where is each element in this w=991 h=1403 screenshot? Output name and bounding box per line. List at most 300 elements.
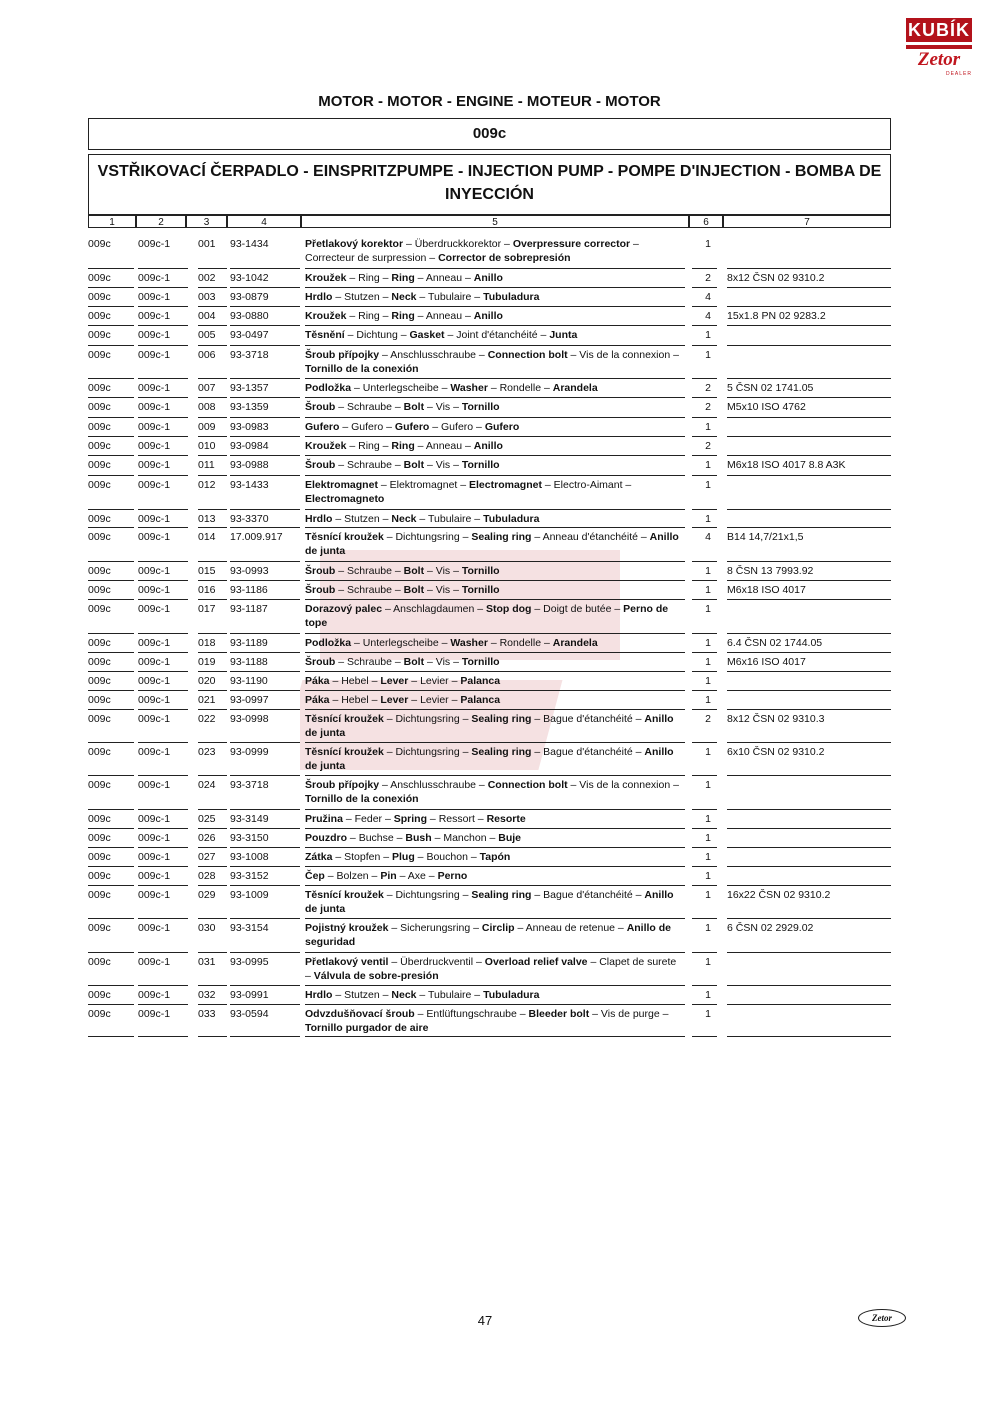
- quantity-cell: 1: [705, 603, 711, 615]
- description-d2: Sicherungsring: [400, 922, 471, 934]
- description-d5: Tubuladura: [483, 513, 540, 525]
- row-underline: [138, 599, 188, 600]
- subgroup-cell: 009c-1: [138, 310, 171, 322]
- row-underline: [230, 417, 300, 418]
- description-d3: Neck: [391, 513, 417, 525]
- description-cell: Zátka – Stopfen – Plug – Bouchon – Tapón: [305, 851, 511, 863]
- description-cell: Těsnící kroužek – Dichtungsring – Sealing ring – Bague d'étanchéité – Anillo de junta: [305, 889, 674, 915]
- row-underline: [692, 671, 717, 672]
- row-underline: [727, 455, 891, 456]
- description-d3: Ring: [391, 272, 415, 284]
- row-underline: [230, 952, 300, 953]
- description-desc: Kroužek: [305, 310, 347, 322]
- position-cell: 005: [198, 329, 216, 341]
- subgroup-cell: 009c-1: [138, 675, 171, 687]
- table-row: [88, 988, 891, 1007]
- description-d4: Anneau: [425, 440, 463, 452]
- row-underline: [305, 918, 685, 919]
- description-d5: Tapón: [479, 851, 511, 863]
- part-number-cell: 93-3718: [230, 779, 269, 791]
- row-underline: [198, 775, 227, 776]
- row-underline: [305, 952, 685, 953]
- row-underline: [692, 455, 717, 456]
- description-d2: Hebel: [341, 675, 369, 687]
- row-underline: [88, 509, 134, 510]
- row-underline: [305, 306, 685, 307]
- row-underline: [727, 709, 891, 710]
- description-d3: Connection bolt: [487, 779, 568, 791]
- description-d5: Anillo de junta: [305, 531, 679, 557]
- description-d5: Tornillo: [461, 584, 500, 596]
- row-underline: [692, 268, 717, 269]
- page-number: 47: [477, 1313, 493, 1328]
- description-desc: Dorazový palec: [305, 603, 383, 615]
- row-underline: [230, 742, 300, 743]
- table-row: [88, 1007, 891, 1039]
- note-cell: M6x16 ISO 4017: [727, 656, 806, 668]
- subgroup-cell: 009c-1: [138, 870, 171, 882]
- row-underline: [198, 325, 227, 326]
- position-cell: 015: [198, 565, 216, 577]
- group-cell: 009c: [88, 779, 111, 791]
- row-underline: [88, 580, 134, 581]
- row-underline: [692, 885, 717, 886]
- row-underline: [727, 809, 891, 810]
- description-desc: Podložka: [305, 637, 352, 649]
- table-row: [88, 778, 891, 812]
- quantity-cell: 1: [705, 922, 711, 934]
- description-d4: Doigt de butée: [543, 603, 612, 615]
- row-underline: [198, 287, 227, 288]
- table-row: [88, 564, 891, 583]
- position-cell: 017: [198, 603, 216, 615]
- description-d4: Anneau: [425, 272, 463, 284]
- description-d5: Anillo: [473, 440, 503, 452]
- quantity-cell: 4: [705, 531, 711, 543]
- description-d4: Bouchon: [426, 851, 468, 863]
- row-underline: [305, 561, 685, 562]
- row-underline: [198, 742, 227, 743]
- group-cell: 009c: [88, 584, 111, 596]
- row-underline: [88, 561, 134, 562]
- row-underline: [727, 918, 891, 919]
- quantity-cell: 2: [705, 440, 711, 452]
- description-d2: Anschlusschraube: [390, 349, 477, 361]
- row-underline: [88, 690, 134, 691]
- description-desc: Těsnící kroužek: [305, 713, 384, 725]
- row-underline: [138, 268, 188, 269]
- table-row: [88, 271, 891, 290]
- description-d4: Levier: [420, 694, 449, 706]
- description-d5: Perno de tope: [305, 603, 669, 629]
- description-d5: Tornillo de la conexión: [305, 363, 419, 375]
- group-cell: 009c: [88, 956, 111, 968]
- description-d2: Stutzen: [344, 291, 380, 303]
- description-desc: Šroub: [305, 459, 336, 471]
- description-d3: Overpressure corrector: [512, 238, 631, 250]
- group-cell: 009c: [88, 637, 111, 649]
- row-underline: [727, 397, 891, 398]
- group-code-box: 009c: [88, 118, 891, 150]
- description-desc: Přetlakový korektor: [305, 238, 404, 250]
- position-cell: 001: [198, 238, 216, 250]
- row-underline: [230, 1004, 300, 1005]
- group-cell: 009c: [88, 656, 111, 668]
- quantity-cell: 1: [705, 656, 711, 668]
- part-number-cell: 93-0497: [230, 329, 269, 341]
- description-d3: Plug: [392, 851, 415, 863]
- table-row: [88, 921, 891, 955]
- part-number-cell: 93-0999: [230, 746, 269, 758]
- note-cell: 8x12 ČSN 02 9310.3: [727, 713, 825, 725]
- row-underline: [230, 1036, 300, 1037]
- quantity-cell: 1: [705, 832, 711, 844]
- position-cell: 019: [198, 656, 216, 668]
- quantity-cell: 1: [705, 813, 711, 825]
- description-d4: Axe: [407, 870, 426, 882]
- position-cell: 003: [198, 291, 216, 303]
- description-desc: Pouzdro: [305, 832, 347, 844]
- row-underline: [230, 268, 300, 269]
- row-underline: [692, 652, 717, 653]
- description-d2: Stutzen: [344, 513, 380, 525]
- row-underline: [198, 397, 227, 398]
- part-number-cell: 93-0995: [230, 956, 269, 968]
- row-underline: [305, 509, 685, 510]
- description-desc: Šroub přípojky: [305, 779, 380, 791]
- subgroup-cell: 009c-1: [138, 382, 171, 394]
- part-number-cell: 17.009.917: [230, 531, 283, 543]
- row-underline: [230, 345, 300, 346]
- row-underline: [138, 397, 188, 398]
- description-d4: Electro-Aimant: [553, 479, 623, 491]
- row-underline: [230, 436, 300, 437]
- quantity-cell: 1: [705, 238, 711, 250]
- row-underline: [138, 918, 188, 919]
- row-underline: [138, 436, 188, 437]
- note-cell: M5x10 ISO 4762: [727, 401, 806, 413]
- description-d4: Vis: [435, 584, 451, 596]
- row-underline: [198, 561, 227, 562]
- position-cell: 030: [198, 922, 216, 934]
- row-underline: [692, 742, 717, 743]
- row-underline: [230, 509, 300, 510]
- row-underline: [198, 885, 227, 886]
- description-d3: Gasket: [409, 329, 445, 341]
- row-underline: [692, 866, 717, 867]
- description-d3: Ring: [391, 440, 415, 452]
- description-desc: Kroužek: [305, 440, 347, 452]
- row-underline: [230, 397, 300, 398]
- description-d2: Stopfen: [344, 851, 381, 863]
- position-cell: 014: [198, 531, 216, 543]
- description-d4: Vis de la connexion: [579, 349, 671, 361]
- description-d2: Schraube: [347, 656, 392, 668]
- row-underline: [198, 828, 227, 829]
- description-d2: Gufero: [351, 421, 384, 433]
- column-header: 2: [136, 215, 186, 228]
- subgroup-cell: 009c-1: [138, 238, 171, 250]
- row-underline: [88, 455, 134, 456]
- row-underline: [138, 325, 188, 326]
- group-cell: 009c: [88, 694, 111, 706]
- description-d2: Ring: [358, 310, 380, 322]
- description-d4: Vis: [435, 459, 451, 471]
- description-d2: Dichtung: [356, 329, 398, 341]
- column-header: 5: [301, 215, 689, 228]
- description-cell: Hrdlo – Stutzen – Neck – Tubulaire – Tubuladura: [305, 513, 540, 525]
- dealer-label: DEALER: [945, 71, 972, 77]
- row-underline: [138, 652, 188, 653]
- group-cell: 009c: [88, 832, 111, 844]
- part-number-cell: 93-1434: [230, 238, 269, 250]
- table-row: [88, 693, 891, 712]
- row-underline: [727, 985, 891, 986]
- description-d3: Neck: [391, 989, 417, 1001]
- quantity-cell: 1: [705, 479, 711, 491]
- row-underline: [88, 671, 134, 672]
- note-cell: 16x22 ČSN 02 9310.2: [727, 889, 831, 901]
- subgroup-cell: 009c-1: [138, 779, 171, 791]
- description-d5: Electromagneto: [305, 493, 385, 505]
- row-underline: [305, 527, 685, 528]
- description-d5: Arandela: [552, 637, 598, 649]
- subgroup-cell: 009c-1: [138, 531, 171, 543]
- row-underline: [692, 345, 717, 346]
- position-cell: 009: [198, 421, 216, 433]
- subgroup-cell: 009c-1: [138, 851, 171, 863]
- description-d2: Stutzen: [344, 989, 380, 1001]
- part-number-cell: 93-1187: [230, 603, 268, 615]
- row-underline: [692, 417, 717, 418]
- description-d2: Entlüftungschraube: [426, 1008, 517, 1020]
- column-header: 1: [88, 215, 136, 228]
- description-d4: Vis: [435, 401, 451, 413]
- description-cell: Pojistný kroužek – Sicherungsring – Circlip – Anneau de retenue – Anillo de seguridad: [305, 922, 672, 948]
- subgroup-cell: 009c-1: [138, 513, 171, 525]
- row-underline: [727, 866, 891, 867]
- description-cell: Kroužek – Ring – Ring – Anneau – Anillo: [305, 272, 503, 284]
- table-row: [88, 745, 891, 778]
- part-number-cell: 93-0988: [230, 459, 269, 471]
- row-underline: [230, 671, 300, 672]
- table-row: [88, 328, 891, 348]
- quantity-cell: 1: [705, 1008, 711, 1020]
- row-underline: [727, 527, 891, 528]
- description-d3: Washer: [450, 382, 488, 394]
- row-underline: [305, 885, 685, 886]
- row-underline: [305, 671, 685, 672]
- row-underline: [198, 475, 227, 476]
- description-d5: Tornillo: [461, 656, 500, 668]
- group-cell: 009c: [88, 238, 111, 250]
- row-underline: [138, 378, 188, 379]
- quantity-cell: 1: [705, 675, 711, 687]
- row-underline: [138, 671, 188, 672]
- row-underline: [138, 1004, 188, 1005]
- part-number-cell: 93-0879: [230, 291, 269, 303]
- quantity-cell: 1: [705, 779, 711, 791]
- description-d2: Dichtungsring: [395, 713, 460, 725]
- description-cell: Přetlakový korektor – Überdruckkorektor – Overpressure corrector – Correcteur de surpression – Corrector de sobrepresión: [305, 238, 639, 264]
- description-cell: Elektromagnet – Elektromagnet – Electromagnet – Electro-Aimant – Electromagneto: [305, 479, 632, 505]
- row-underline: [727, 475, 891, 476]
- quantity-cell: 1: [705, 851, 711, 863]
- row-underline: [138, 828, 188, 829]
- row-underline: [692, 599, 717, 600]
- position-cell: 027: [198, 851, 216, 863]
- part-number-cell: 93-3149: [230, 813, 269, 825]
- description-desc: Šroub: [305, 656, 336, 668]
- description-d5: Anillo de junta: [305, 889, 674, 915]
- row-underline: [305, 268, 685, 269]
- subgroup-cell: 009c-1: [138, 272, 171, 284]
- row-underline: [692, 397, 717, 398]
- table-row: [88, 478, 891, 512]
- group-cell: 009c: [88, 870, 111, 882]
- row-underline: [198, 378, 227, 379]
- row-underline: [692, 475, 717, 476]
- row-underline: [230, 527, 300, 528]
- description-cell: Těsnící kroužek – Dichtungsring – Sealing ring – Anneau d'étanchéité – Anillo de junta: [305, 531, 679, 557]
- row-underline: [230, 918, 300, 919]
- row-underline: [692, 509, 717, 510]
- row-underline: [88, 952, 134, 953]
- note-cell: M6x18 ISO 4017: [727, 584, 806, 596]
- column-header: 7: [723, 215, 891, 228]
- row-underline: [727, 671, 891, 672]
- description-d4: Tubulaire: [428, 513, 472, 525]
- table-row: [88, 512, 891, 530]
- row-underline: [230, 775, 300, 776]
- row-underline: [198, 671, 227, 672]
- quantity-cell: 1: [705, 329, 711, 341]
- position-cell: 028: [198, 870, 216, 882]
- table-row: [88, 290, 891, 309]
- description-desc: Odvzdušňovací šroub: [305, 1008, 415, 1020]
- row-underline: [138, 455, 188, 456]
- description-cell: Čep – Bolzen – Pin – Axe – Perno: [305, 870, 468, 882]
- description-cell: Těsnění – Dichtung – Gasket – Joint d'étanchéité – Junta: [305, 329, 578, 341]
- position-cell: 006: [198, 349, 216, 361]
- quantity-cell: 1: [705, 421, 711, 433]
- row-underline: [88, 397, 134, 398]
- part-number-cell: 93-1042: [230, 272, 269, 284]
- row-underline: [230, 287, 300, 288]
- quantity-cell: 1: [705, 565, 711, 577]
- row-underline: [727, 580, 891, 581]
- row-underline: [88, 633, 134, 634]
- row-underline: [138, 885, 188, 886]
- description-desc: Páka: [305, 694, 330, 706]
- description-d4: Vis: [435, 656, 451, 668]
- description-desc: Šroub přípojky: [305, 349, 380, 361]
- description-d3: Gufero: [394, 421, 430, 433]
- row-underline: [305, 287, 685, 288]
- row-underline: [230, 455, 300, 456]
- row-underline: [198, 847, 227, 848]
- row-underline: [727, 1036, 891, 1037]
- description-d4: Vis de purge: [600, 1008, 660, 1020]
- description-d5: Tornillo purgador de aire: [305, 1022, 429, 1034]
- description-d2: Elektromagnet: [389, 479, 458, 491]
- row-underline: [88, 775, 134, 776]
- position-cell: 024: [198, 779, 216, 791]
- row-underline: [727, 287, 891, 288]
- description-d4: Bague d'étanchéité: [543, 713, 633, 725]
- description-d3: Sealing ring: [471, 746, 532, 758]
- table-row: [88, 348, 891, 381]
- description-d2: Ring: [358, 272, 380, 284]
- table-row: [88, 381, 891, 400]
- row-underline: [198, 709, 227, 710]
- row-underline: [138, 709, 188, 710]
- subgroup-cell: 009c-1: [138, 479, 171, 491]
- description-desc: Šroub: [305, 401, 336, 413]
- row-underline: [692, 985, 717, 986]
- row-underline: [88, 847, 134, 848]
- subgroup-cell: 009c-1: [138, 584, 171, 596]
- row-underline: [138, 809, 188, 810]
- row-underline: [727, 652, 891, 653]
- description-d4: Gufero: [441, 421, 474, 433]
- description-d3: Electromagnet: [469, 479, 542, 491]
- description-cell: Podložka – Unterlegscheibe – Washer – Rondelle – Arandela: [305, 382, 598, 394]
- description-d4: Vis: [435, 565, 451, 577]
- column-header: 6: [689, 215, 723, 228]
- subgroup-cell: 009c-1: [138, 603, 171, 615]
- table-row: [88, 955, 891, 988]
- description-d5: Gufero: [484, 421, 520, 433]
- row-underline: [138, 742, 188, 743]
- table-row: [88, 812, 891, 831]
- row-underline: [198, 345, 227, 346]
- description-d3: Overload relief valve: [484, 956, 588, 968]
- row-underline: [305, 742, 685, 743]
- table-row: [88, 237, 891, 271]
- row-underline: [198, 436, 227, 437]
- note-cell: M6x18 ISO 4017 8.8 A3K: [727, 459, 846, 471]
- zetor-wordmark: Zetor: [917, 49, 961, 70]
- row-underline: [230, 690, 300, 691]
- group-cell: 009c: [88, 565, 111, 577]
- row-underline: [727, 417, 891, 418]
- row-underline: [198, 985, 227, 986]
- description-d5: Válvula de sobre-presión: [313, 970, 439, 982]
- row-underline: [138, 306, 188, 307]
- description-d3: Lever: [380, 675, 409, 687]
- description-d2: Schraube: [347, 565, 392, 577]
- position-cell: 032: [198, 989, 216, 1001]
- group-cell: 009c: [88, 291, 111, 303]
- row-underline: [88, 475, 134, 476]
- row-underline: [198, 509, 227, 510]
- quantity-cell: 2: [705, 272, 711, 284]
- description-d4: Tubulaire: [428, 989, 472, 1001]
- row-underline: [88, 268, 134, 269]
- row-underline: [692, 561, 717, 562]
- description-d3: Spring: [393, 813, 427, 825]
- row-underline: [88, 345, 134, 346]
- part-number-cell: 93-1357: [230, 382, 269, 394]
- row-underline: [88, 325, 134, 326]
- row-underline: [88, 527, 134, 528]
- description-cell: Hrdlo – Stutzen – Neck – Tubulaire – Tubuladura: [305, 989, 540, 1001]
- subgroup-cell: 009c-1: [138, 922, 171, 934]
- part-number-cell: 93-1186: [230, 584, 268, 596]
- position-cell: 008: [198, 401, 216, 413]
- description-cell: Podložka – Unterlegscheibe – Washer – Rondelle – Arandela: [305, 637, 598, 649]
